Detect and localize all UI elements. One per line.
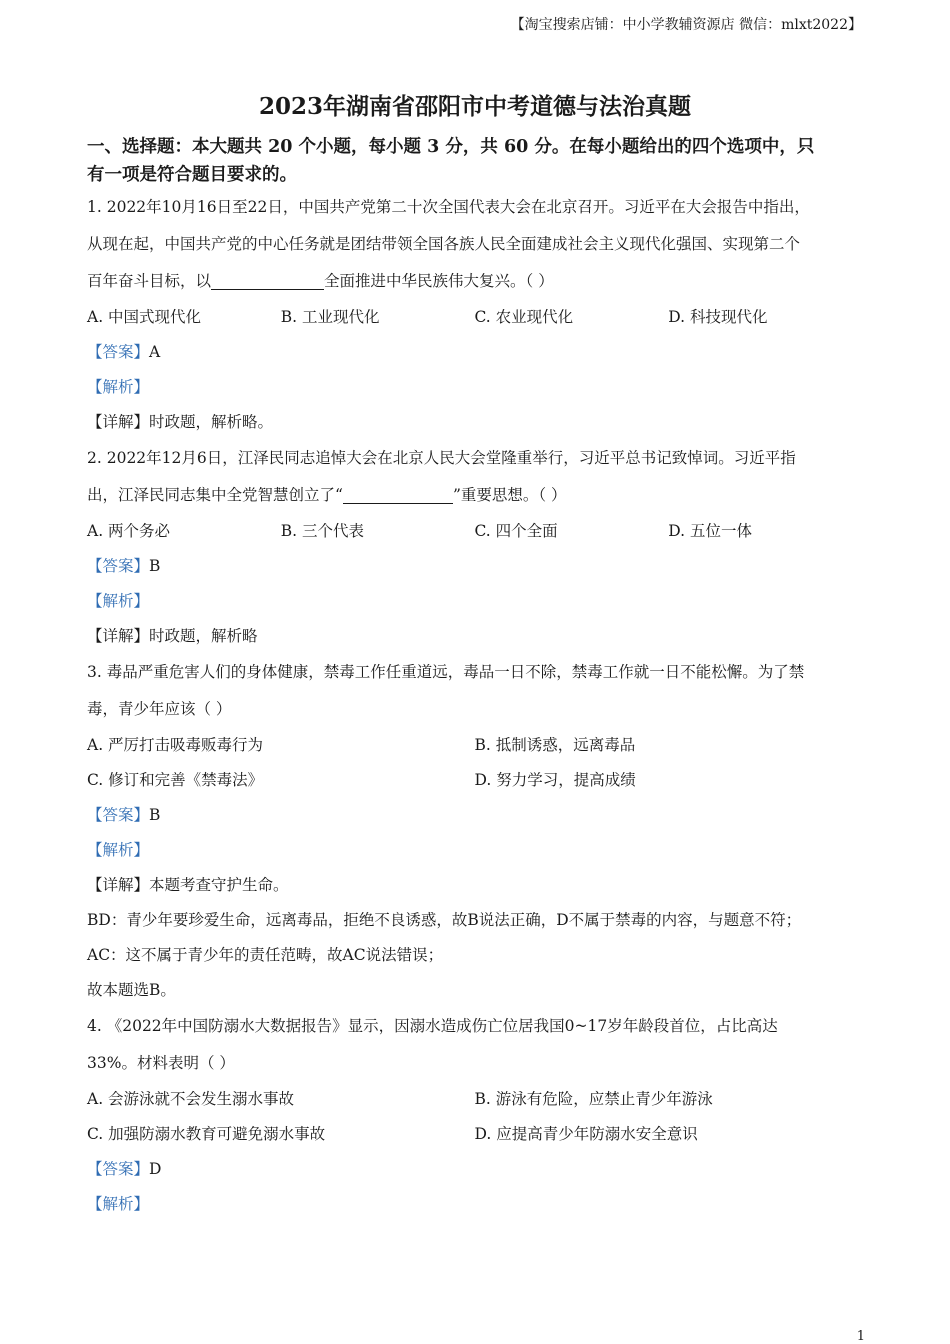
question-text: 2. 2022年12月6日，江泽民同志追悼大会在北京人民大会堂隆重举行，习近平总书记致悼词。习近平指 [87, 449, 796, 467]
text-span: ”重要思想。（ ） [452, 486, 567, 504]
options-row [87, 728, 862, 763]
explanation-line: 故本题选B。 [87, 981, 176, 999]
option-a: A. 会游泳就不会发生溺水事故 [87, 1090, 295, 1108]
option-b: B. 游泳有危险，应禁止青少年游泳 [474, 1090, 713, 1108]
option-c: C. 修订和完善《禁毒法》 [87, 771, 264, 789]
text-span: 百年奋斗目标，以 [87, 272, 212, 290]
document-body [87, 133, 862, 1222]
answer-line [87, 1152, 862, 1187]
detail-line [87, 868, 862, 903]
answer-line [87, 335, 862, 370]
option-d: D. 科技现代化 [668, 308, 768, 326]
answer-line [87, 549, 862, 584]
question-1 [87, 189, 862, 440]
analysis-label: 【解析】 [87, 592, 150, 610]
answer-value: D [149, 1160, 162, 1178]
answer-value: A [149, 343, 161, 361]
detail-line [87, 619, 862, 654]
option-a: A. 严厉打击吸毒贩毒行为 [87, 736, 264, 754]
text-span: 出，江泽民同志集中全党智慧创立了“ [87, 486, 343, 504]
detail-text: 时政题，解析略 [149, 627, 258, 645]
question-text: 从现在起，中国共产党的中心任务就是团结带领全国各族人民全面建成社会主义现代化强国、实现第二个 [87, 235, 801, 253]
question-3 [87, 654, 862, 1008]
explanation-line: AC：这不属于青少年的责任范畴，故AC说法错误； [87, 946, 444, 964]
question-4 [87, 1008, 862, 1222]
detail-label: 【详解】 [87, 627, 150, 645]
question-text: 毒，青少年应该（ ） [87, 700, 232, 718]
options-row [87, 514, 862, 549]
document-title: 2023年湖南省邵阳市中考道德与法治真题 [258, 93, 691, 120]
options-row [87, 1117, 862, 1152]
option-a: A. 中国式现代化 [87, 308, 202, 326]
answer-line [87, 798, 862, 833]
analysis-label: 【解析】 [87, 1195, 150, 1213]
detail-line [87, 405, 862, 440]
option-a: A. 两个务必 [87, 522, 171, 540]
option-c: C. 农业现代化 [474, 308, 574, 326]
option-b: B. 工业现代化 [280, 308, 380, 326]
question-text: 3. 毒品严重危害人们的身体健康，禁毒工作任重道远，毒品一日不除，禁毒工作就一日不能松懈。为了禁 [87, 663, 805, 681]
answer-label: 【答案】 [87, 1160, 150, 1178]
fill-blank [343, 484, 453, 504]
detail-text: 时政题，解析略。 [149, 413, 274, 431]
question-text: 4. 《2022年中国防溺水大数据报告》显示，因溺水造成伤亡位居我国0~17岁年龄段首位，占比高达 [87, 1017, 778, 1035]
options-row [87, 763, 862, 798]
detail-label: 【详解】 [87, 413, 150, 431]
detail-label: 【详解】 [87, 876, 150, 894]
answer-label: 【答案】 [87, 806, 150, 824]
section-heading-line-2: 有一项是符合题目要求的。 [87, 165, 297, 185]
question-2 [87, 440, 862, 654]
options-row [87, 300, 862, 335]
analysis-label: 【解析】 [87, 378, 150, 396]
option-b: B. 抵制诱惑，远离毒品 [474, 736, 636, 754]
option-d: D. 应提高青少年防溺水安全意识 [474, 1125, 698, 1143]
text-span: 全面推进中华民族伟大复兴。（ ） [324, 272, 554, 290]
option-d: D. 五位一体 [668, 522, 752, 540]
question-text [87, 477, 862, 514]
answer-value: B [149, 557, 161, 575]
option-c: C. 加强防溺水教育可避免溺水事故 [87, 1125, 326, 1143]
analysis-label: 【解析】 [87, 841, 150, 859]
question-text [87, 263, 862, 300]
options-row [87, 1082, 862, 1117]
option-b: B. 三个代表 [280, 522, 364, 540]
fill-blank [211, 270, 324, 290]
option-d: D. 努力学习，提高成绩 [474, 771, 636, 789]
question-text: 1. 2022年10月16日至22日，中国共产党第二十次全国代表大会在北京召开。习近平在大会报告中指出， [87, 198, 810, 216]
section-heading-line-1: 一、选择题：本大题共 20 个小题，每小题 3 分，共 60 分。在每小题给出的四个选项中，只 [87, 137, 815, 157]
page-header: 【淘宝搜索店铺：中小学教辅资源店 微信：mlxt2022】 [510, 17, 862, 33]
option-c: C. 四个全面 [474, 522, 558, 540]
question-text: 33%。材料表明（ ） [87, 1054, 235, 1072]
answer-label: 【答案】 [87, 557, 150, 575]
detail-text: 本题考查守护生命。 [149, 876, 289, 894]
explanation-line: BD：青少年要珍爱生命，远离毒品，拒绝不良诱惑，故B说法正确，D不属于禁毒的内容，与题意不符； [87, 911, 802, 929]
section-heading [87, 133, 862, 189]
answer-label: 【答案】 [87, 343, 150, 361]
page-number: 1 [856, 1329, 865, 1344]
answer-value: B [149, 806, 161, 824]
